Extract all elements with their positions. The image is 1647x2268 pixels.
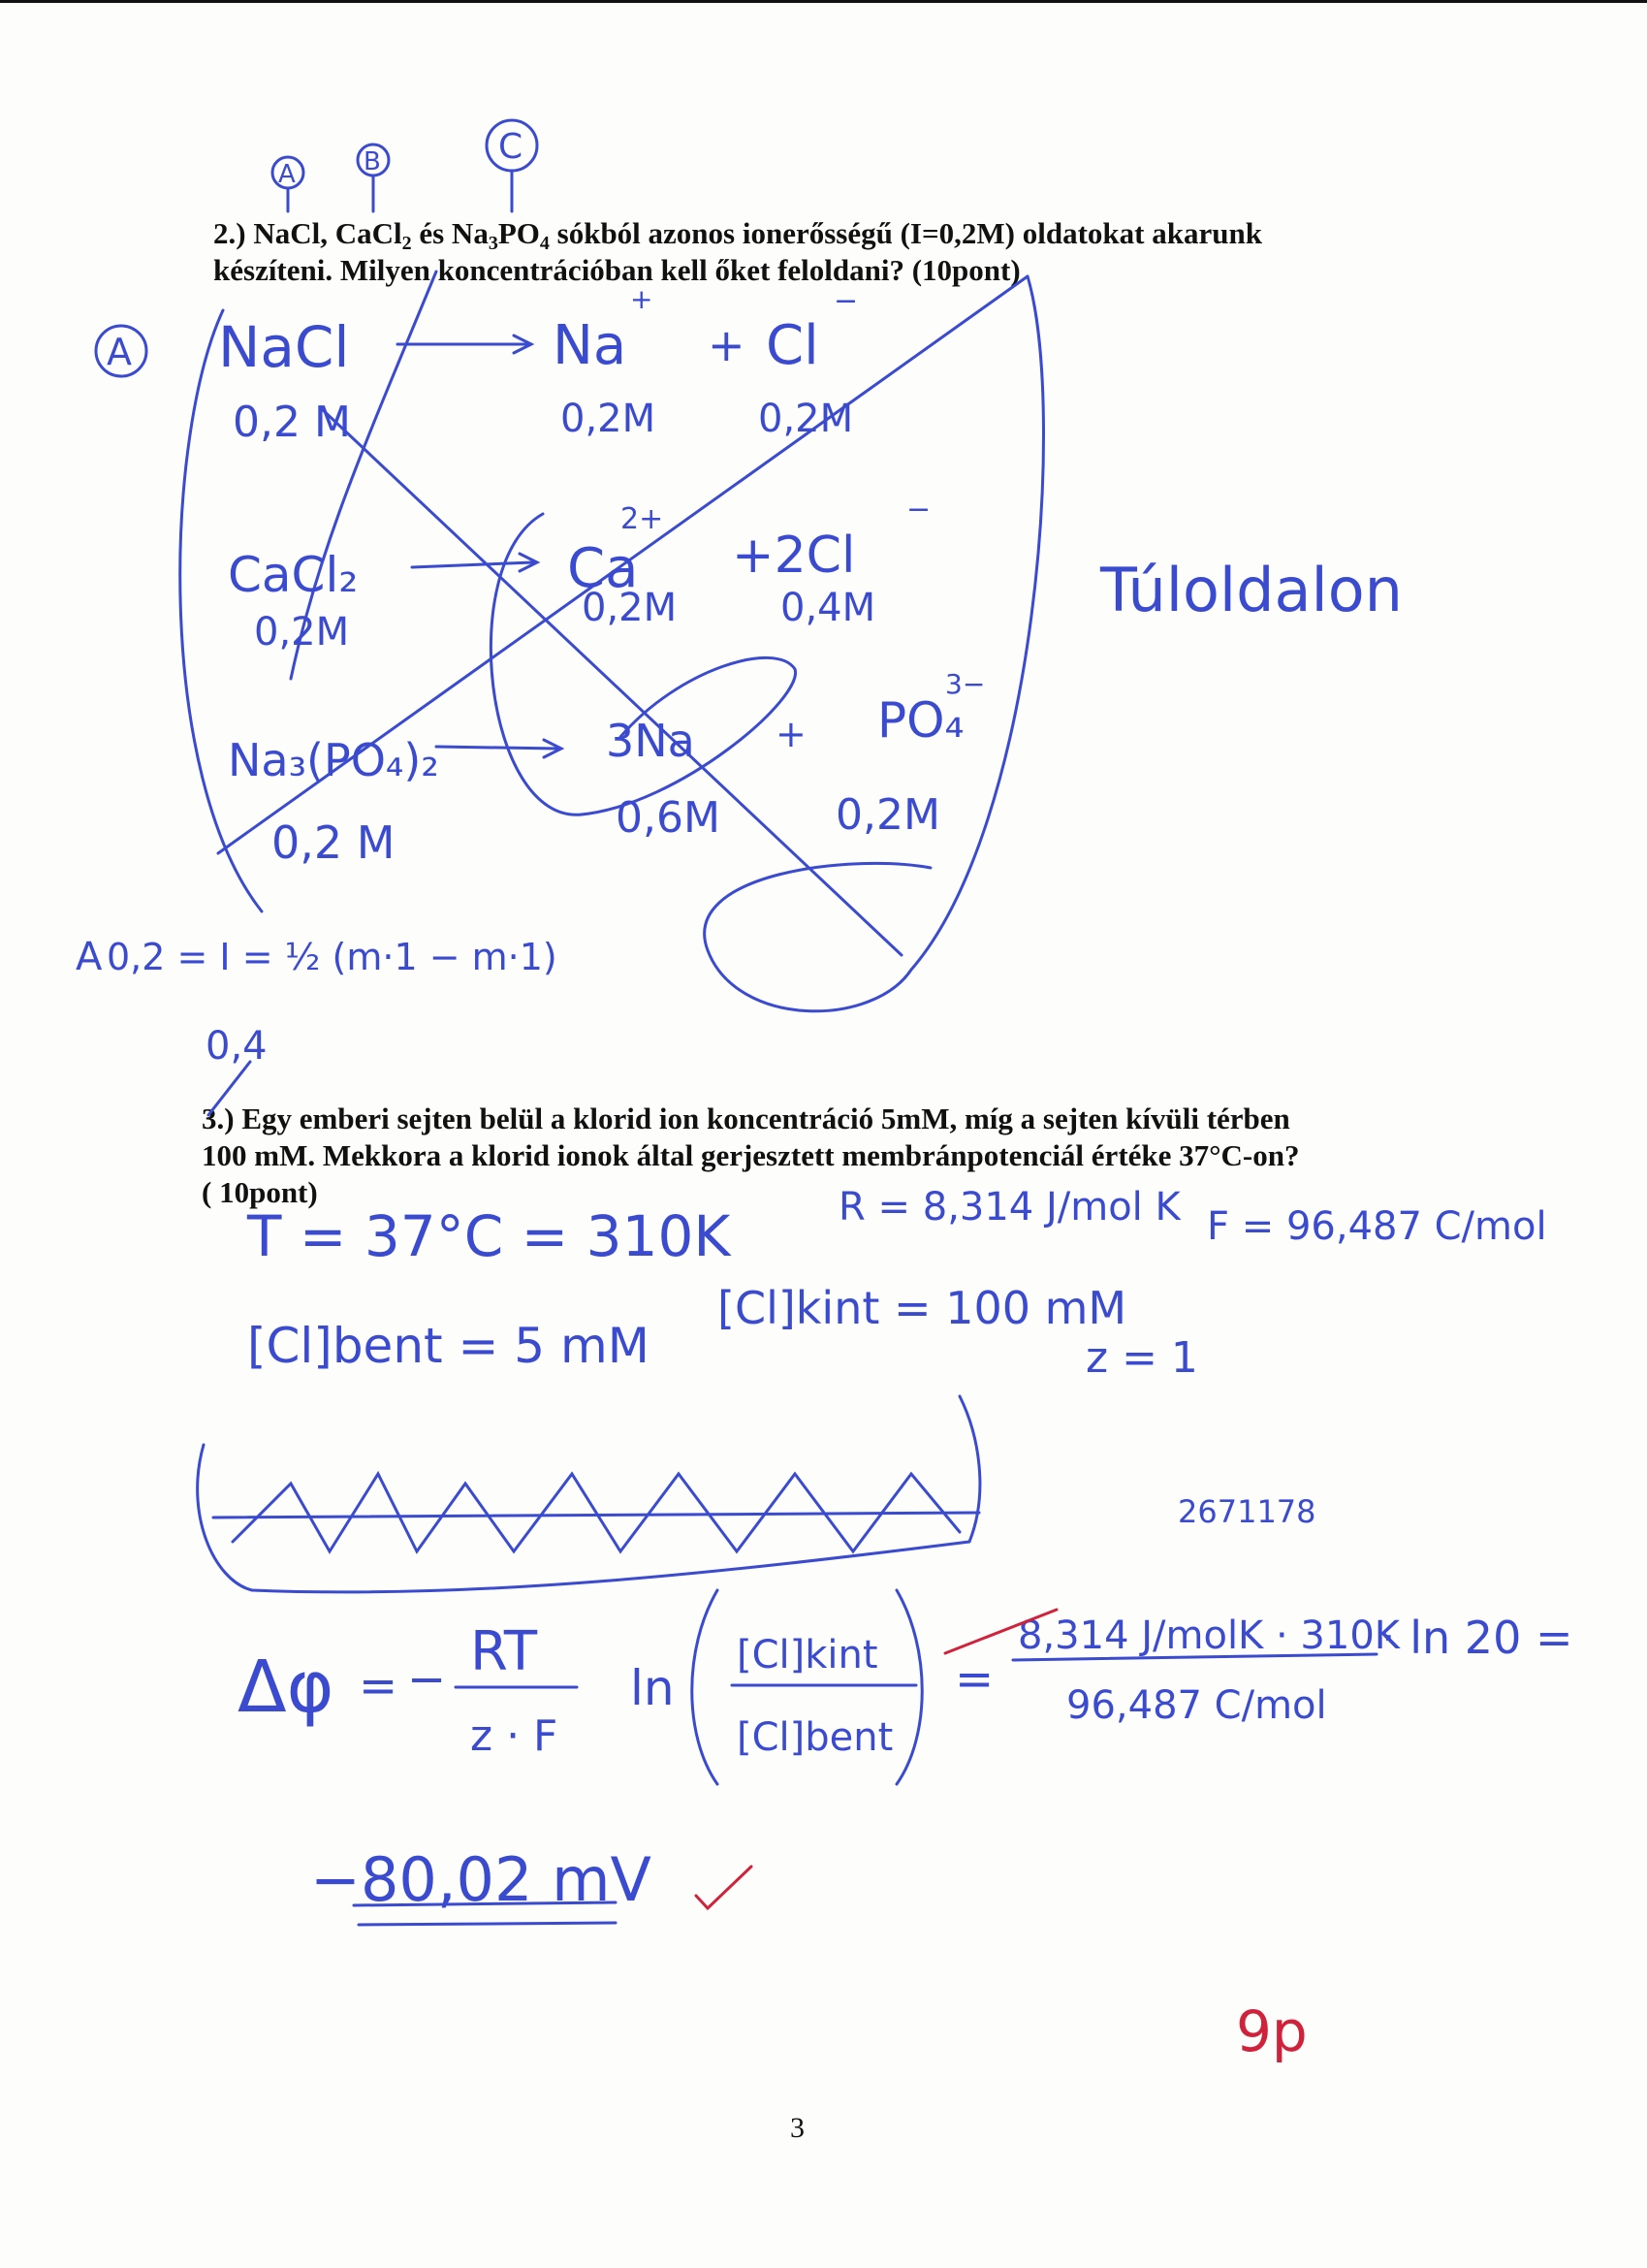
nacl-label: NaCl (218, 314, 350, 380)
two-cl-conc: 0,4M (780, 586, 876, 630)
q2-sub-2: 2 (401, 233, 412, 254)
circle-a-letter: A (278, 160, 296, 189)
three-na: 3Na (606, 715, 695, 767)
denominator-calc: 96,487 C/mol (1066, 1683, 1327, 1728)
ca-conc: 0,2M (582, 586, 678, 630)
score: 9p (1236, 1998, 1308, 2064)
na-ion: Na (553, 314, 627, 377)
q2-text-a: 2.) NaCl, CaCl (213, 216, 402, 250)
result: −80,02 mV (310, 1844, 651, 1915)
q2-sub-4: 4 (539, 233, 550, 254)
q2-sub-3: 3 (488, 233, 498, 254)
ca-ion: Ca (567, 537, 639, 600)
ln20: · ln 20 = (1381, 1612, 1573, 1664)
paren-left (692, 1590, 717, 1784)
checkmark (696, 1867, 751, 1908)
value-04-tick (208, 1062, 250, 1115)
paren-right (897, 1590, 922, 1784)
circle-a-left-letter: A (107, 331, 132, 373)
po4-charge: 3− (945, 668, 986, 700)
q2-text-b: és Na (411, 216, 489, 250)
na3po4-label: Na₃(PO₄)₂ (228, 734, 439, 786)
tuloldalon-note: Túloldalon (1100, 555, 1403, 625)
question-3-line-2: 100 mM. Mekkora a klorid ionok által gerjesztett membránpotenciál értéke 37°C-on? (202, 1138, 1300, 1172)
cacl2-conc: 0,2M (254, 610, 350, 655)
plus-sign: + (708, 319, 745, 371)
scribble-number: 2671178 (1178, 1493, 1316, 1530)
na3po4-conc: 0,2 M (271, 816, 396, 869)
ln: ln (630, 1660, 675, 1716)
na-charge: + (630, 283, 653, 315)
value-04: 0,4 (206, 1024, 268, 1069)
cl-kint-frac: [Cl]kint (737, 1633, 878, 1677)
na-conc: 0,2M (560, 397, 656, 441)
delta-phi: Δφ (238, 1645, 334, 1729)
po4-ion: PO₄ (877, 692, 965, 749)
page-number: 3 (790, 2112, 805, 2144)
diagonal-stroke-2 (320, 407, 902, 955)
circle-b-letter: B (364, 147, 381, 176)
equals-2: = (955, 1652, 995, 1707)
charge-number: z = 1 (1086, 1333, 1198, 1383)
q2-text-d: sókból azonos ionerősségű (I=0,2M) oldatokat akarunk (549, 216, 1262, 250)
question-2-line-2: készíteni. Milyen koncentrációban kell őket feloldani? (10pont) (213, 253, 1021, 287)
minus-1: − (407, 1652, 447, 1707)
gas-constant: R = 8,314 J/mol K (839, 1185, 1181, 1230)
plus-sign-2: + (776, 713, 807, 755)
question-3-line-3: ( 10pont) (202, 1175, 318, 1209)
ionic-strength: 0,2 = I = ½ (m·1 − m·1) (107, 936, 557, 978)
circle-c-letter: C (498, 127, 523, 167)
q2-text-c: PO (497, 216, 540, 250)
cl-inside: [Cl]bent = 5 mM (247, 1318, 649, 1374)
two-cl-charge: − (906, 493, 932, 527)
cl-outside: [Cl]kint = 100 mM (717, 1282, 1127, 1334)
temperature: T = 37°C = 310K (247, 1203, 731, 1269)
cl-bent-frac: [Cl]bent (737, 1715, 894, 1760)
crossed-out-bracket (198, 1396, 980, 1592)
two-cl: +2Cl (732, 527, 856, 585)
question-3-line-1: 3.) Egy emberi sejten belül a klorid ion koncentráció 5mM, míg a sejten kívüli térben (202, 1102, 1290, 1135)
result-underline-2 (359, 1923, 616, 1925)
na3po4-arrow (436, 747, 557, 749)
zf: z · F (470, 1711, 558, 1761)
cl-charge: − (834, 284, 859, 318)
cl-conc: 0,2M (758, 397, 854, 441)
equals-1: = (359, 1659, 398, 1713)
faraday-constant: F = 96,487 C/mol (1207, 1204, 1547, 1249)
cacl2-label: CaCl₂ (228, 547, 359, 603)
nacl-conc: 0,2 M (233, 398, 351, 447)
ionic-strength-a: A (76, 935, 103, 979)
po4-conc: 0,2M (836, 790, 940, 840)
numerator-calc: 8,314 J/molK · 310K (1018, 1613, 1401, 1658)
three-na-conc: 0,6M (616, 793, 720, 843)
cl-ion: Cl (766, 314, 819, 377)
rt: RT (470, 1620, 538, 1683)
cacl2-arrow (412, 562, 533, 567)
ca-charge: 2+ (620, 502, 664, 536)
